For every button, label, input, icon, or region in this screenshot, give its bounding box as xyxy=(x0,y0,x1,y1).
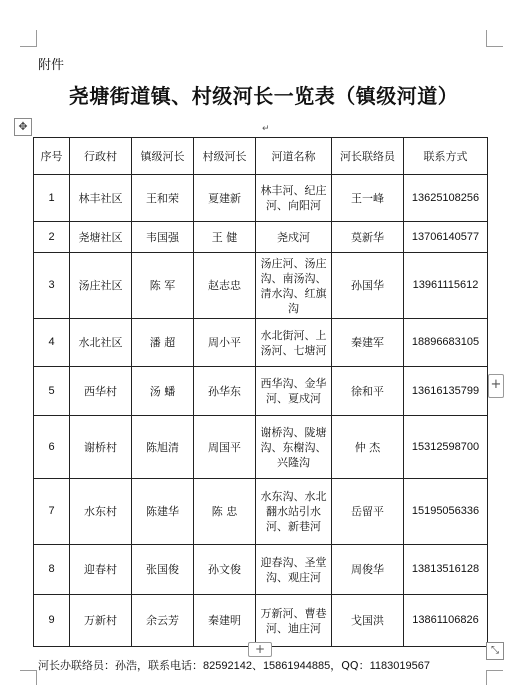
attachment-label: 附件 xyxy=(38,58,65,73)
footer-prefix: 河长办联络员：孙浩，联系电话： xyxy=(38,659,203,672)
liaison-cell: 徐和平 xyxy=(332,367,404,416)
phone-cell: 13861106826 xyxy=(404,595,488,647)
table-row xyxy=(34,175,488,222)
phone-cell: 13616135799 xyxy=(404,367,488,416)
table-row xyxy=(34,416,488,479)
plus-icon: + xyxy=(490,377,502,392)
liaison-cell: 戈国洪 xyxy=(332,595,404,647)
rivers-cell: 汤庄河、汤庄沟、南汤沟、清水沟、红旗沟 xyxy=(256,253,332,319)
village-cell: 尧塘社区 xyxy=(70,222,132,253)
liaison-cell: 岳留平 xyxy=(332,479,404,545)
village-cell: 万新村 xyxy=(70,595,132,647)
table-row xyxy=(34,545,488,595)
rivers-cell: 万新河、曹巷河、迪庄河 xyxy=(256,595,332,647)
footer-phones: 82592142、15861944885， xyxy=(203,660,342,672)
town-chief-cell: 陈旭清 xyxy=(132,416,194,479)
town-chief-cell: 陈 军 xyxy=(132,253,194,319)
serial-cell: 4 xyxy=(34,319,70,367)
serial-cell: 1 xyxy=(34,175,70,222)
resize-diagonal-icon: ⤡ xyxy=(491,645,499,656)
village-chief-cell: 秦建明 xyxy=(194,595,256,647)
footer-qq-label: QQ： xyxy=(341,659,370,672)
village-chief-cell: 孙文俊 xyxy=(194,545,256,595)
header-cell: 村级河长 xyxy=(194,138,256,175)
rivers-cell: 水北街河、上汤河、七塘河 xyxy=(256,319,332,367)
liaison-cell: 秦建军 xyxy=(332,319,404,367)
crop-mark-bottom-left xyxy=(20,670,37,685)
town-chief-cell: 潘 超 xyxy=(132,319,194,367)
header-cell: 镇级河长 xyxy=(132,138,194,175)
town-chief-cell: 张国俊 xyxy=(132,545,194,595)
village-cell: 汤庄社区 xyxy=(70,253,132,319)
town-chief-cell: 陈建华 xyxy=(132,479,194,545)
table-row xyxy=(34,222,488,253)
table-header-row xyxy=(34,138,488,175)
serial-cell: 3 xyxy=(34,253,70,319)
village-cell: 水北社区 xyxy=(70,319,132,367)
footer-contact xyxy=(38,657,430,673)
header-cell: 河道名称 xyxy=(256,138,332,175)
add-column-button[interactable] xyxy=(248,642,272,657)
phone-cell: 13625108256 xyxy=(404,175,488,222)
rivers-cell: 迎春沟、圣堂沟、观庄河 xyxy=(256,545,332,595)
village-cell: 谢桥村 xyxy=(70,416,132,479)
footer-qq: 1183019567 xyxy=(369,660,430,672)
paragraph-mark: ↵ xyxy=(262,124,270,134)
move-cross-icon: ✥ xyxy=(18,120,28,133)
rivers-cell: 尧戍河 xyxy=(256,222,332,253)
rivers-cell: 西华沟、金华河、夏戍河 xyxy=(256,367,332,416)
river-chief-table xyxy=(33,137,488,647)
crop-mark-bottom-right xyxy=(486,670,503,685)
village-cell: 林丰社区 xyxy=(70,175,132,222)
liaison-cell: 莫新华 xyxy=(332,222,404,253)
rivers-cell: 林丰河、纪庄河、向阳河 xyxy=(256,175,332,222)
town-chief-cell: 王和荣 xyxy=(132,175,194,222)
village-chief-cell: 周小平 xyxy=(194,319,256,367)
liaison-cell: 孙国华 xyxy=(332,253,404,319)
serial-cell: 8 xyxy=(34,545,70,595)
rivers-cell: 水东沟、水北翻水站引水河、新巷河 xyxy=(256,479,332,545)
table-resize-handle[interactable] xyxy=(486,642,504,660)
phone-cell: 15312598700 xyxy=(404,416,488,479)
liaison-cell: 仲 杰 xyxy=(332,416,404,479)
table-row xyxy=(34,595,488,647)
village-chief-cell: 夏建新 xyxy=(194,175,256,222)
serial-cell: 2 xyxy=(34,222,70,253)
town-chief-cell: 韦国强 xyxy=(132,222,194,253)
rivers-cell: 谢桥沟、陇塘沟、东榭沟、兴隆沟 xyxy=(256,416,332,479)
header-cell: 行政村 xyxy=(70,138,132,175)
village-chief-cell: 陈 忠 xyxy=(194,479,256,545)
table-move-handle[interactable] xyxy=(14,118,32,136)
phone-cell: 13706140577 xyxy=(404,222,488,253)
table-row xyxy=(34,479,488,545)
serial-cell: 5 xyxy=(34,367,70,416)
header-cell: 河长联络员 xyxy=(332,138,404,175)
village-chief-cell: 周国平 xyxy=(194,416,256,479)
table-row xyxy=(34,253,488,319)
village-chief-cell: 王 健 xyxy=(194,222,256,253)
crop-mark-top-right xyxy=(486,30,503,47)
liaison-cell: 周俊华 xyxy=(332,545,404,595)
page-title: 尧塘街道镇、村级河长一览表（镇级河道） xyxy=(68,84,459,108)
header-cell: 序号 xyxy=(34,138,70,175)
plus-icon: + xyxy=(254,642,266,656)
liaison-cell: 王一峰 xyxy=(332,175,404,222)
phone-cell: 13961115612 xyxy=(404,253,488,319)
table-row xyxy=(34,319,488,367)
phone-cell: 13813516128 xyxy=(404,545,488,595)
serial-cell: 6 xyxy=(34,416,70,479)
village-cell: 迎春村 xyxy=(70,545,132,595)
header-cell: 联系方式 xyxy=(404,138,488,175)
village-cell: 水东村 xyxy=(70,479,132,545)
phone-cell: 15195056336 xyxy=(404,479,488,545)
phone-cell: 18896683105 xyxy=(404,319,488,367)
village-chief-cell: 孙华东 xyxy=(194,367,256,416)
village-chief-cell: 赵志忠 xyxy=(194,253,256,319)
village-cell: 西华村 xyxy=(70,367,132,416)
serial-cell: 7 xyxy=(34,479,70,545)
town-chief-cell: 余云芳 xyxy=(132,595,194,647)
add-row-button[interactable] xyxy=(488,374,504,398)
town-chief-cell: 汤 蟠 xyxy=(132,367,194,416)
crop-mark-top-left xyxy=(20,30,37,47)
serial-cell: 9 xyxy=(34,595,70,647)
table-row xyxy=(34,367,488,416)
